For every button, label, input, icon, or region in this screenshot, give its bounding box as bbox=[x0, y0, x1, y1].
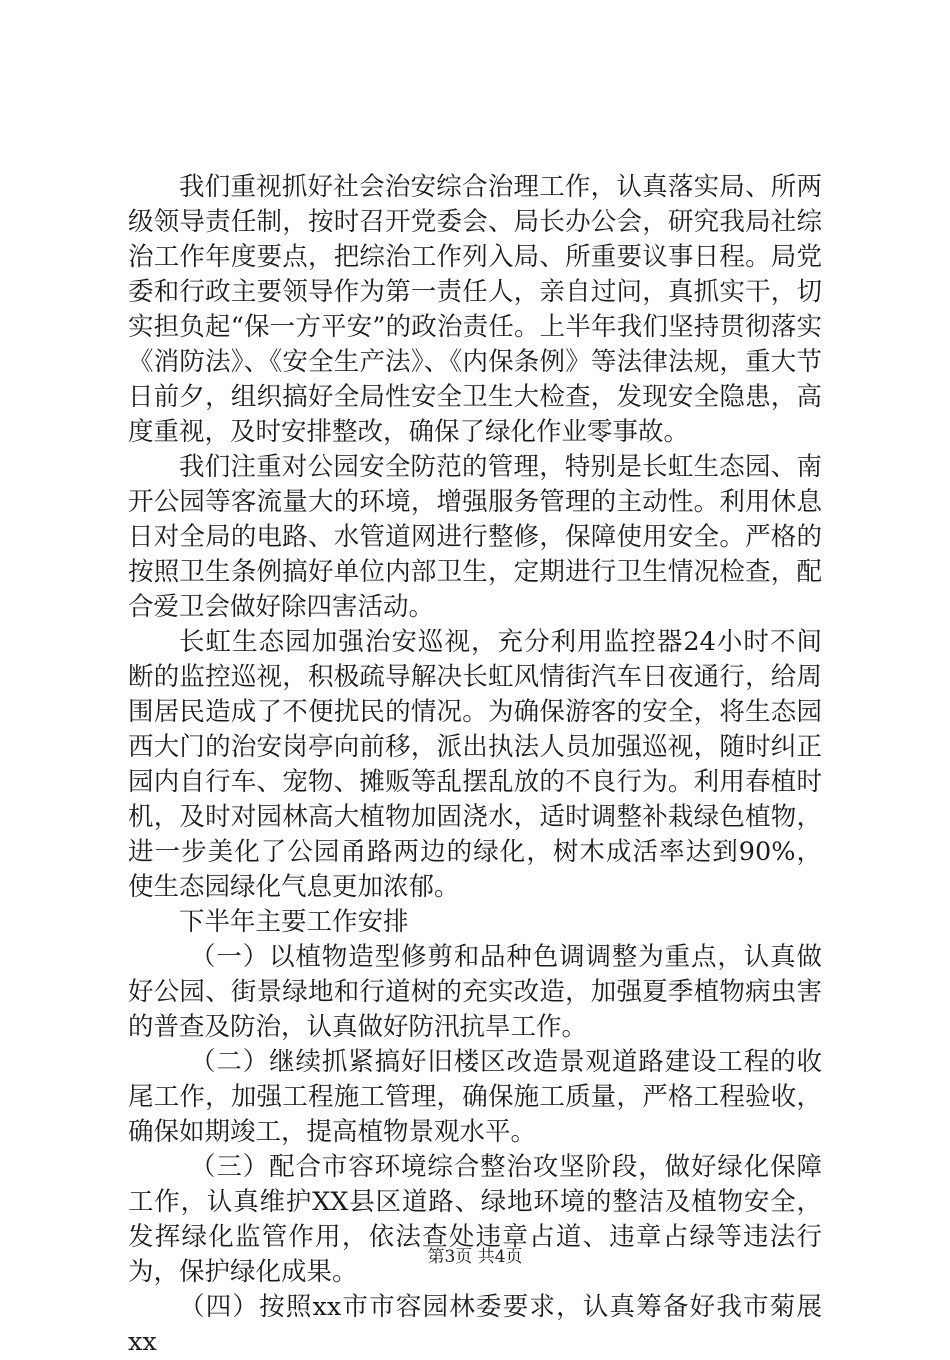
page-number-footer: 第3页 共4页 bbox=[427, 1247, 523, 1267]
plan-item-4: （四）按照xx市市容园林委要求，认真筹备好我市菊展xx bbox=[128, 1292, 822, 1357]
section-heading-second-half-plan: 下半年主要工作安排 bbox=[179, 907, 409, 937]
plan-item-3: （三）配合市容环境综合整治攻坚阶段，做好绿化保障工作，认真维护XX县区道路、绿地环境的整洁及植物安全，发挥绿化监管作用，依法查处违章占道、违章占绿等违法行为，保护绿化成果。 bbox=[128, 1152, 822, 1287]
paragraph-park-safety: 我们注重对公园安全防范的管理，特别是长虹生态园、南开公园等客流量大的环境，增强服务管理的主动性。利用休息日对全局的电路、水管道网进行整修，保障使用安全。严格的按照卫生条例搞好单位内部卫生，定期进行卫生情况检查，配合爱卫会做好除四害活动。 bbox=[128, 452, 822, 622]
document-body bbox=[128, 170, 822, 1360]
paragraph-changhong-patrol: 长虹生态园加强治安巡视，充分利用监控器24小时不间断的监控巡视，积极疏导解决长虹风情街汽车日夜通行，给周围居民造成了不便扰民的情况。为确保游客的安全，将生态园西大门的治安岗亭向前移，派出执法人员加强巡视，随时纠正园内自行车、宠物、摊贩等乱摆乱放的不良行为。利用春植时机，及时对园林高大植物加固浇水，适时调整补栽绿色植物，进一步美化了公园甬路两边的绿化，树木成活率达到90%，使生态园绿化气息更加浓郁。 bbox=[128, 627, 822, 902]
plan-item-2: （二）继续抓紧搞好旧楼区改造景观道路建设工程的收尾工作，加强工程施工管理，确保施工质量，严格工程验收，确保如期竣工，提高植物景观水平。 bbox=[128, 1047, 822, 1147]
plan-item-1: （一）以植物造型修剪和品种色调调整为重点，认真做好公园、街景绿地和行道树的充实改造，加强夏季植物病虫害的普查及防治，认真做好防汛抗旱工作。 bbox=[128, 942, 822, 1042]
paragraph-social-security: 我们重视抓好社会治安综合治理工作，认真落实局、所两级领导责任制，按时召开党委会、局长办公会，研究我局社综治工作年度要点，把综治工作列入局、所重要议事日程。局党委和行政主要领导作为第一责任人，亲自过问，真抓实干，切实担负起“保一方平安”的政治责任。上半年我们坚持贯彻落实《消防法》、《安全生产法》、《内保条例》等法律法规，重大节日前夕，组织搞好全局性安全卫生大检查，发现安全隐患，高度重视，及时安排整改，确保了绿化作业零事故。 bbox=[128, 172, 822, 447]
